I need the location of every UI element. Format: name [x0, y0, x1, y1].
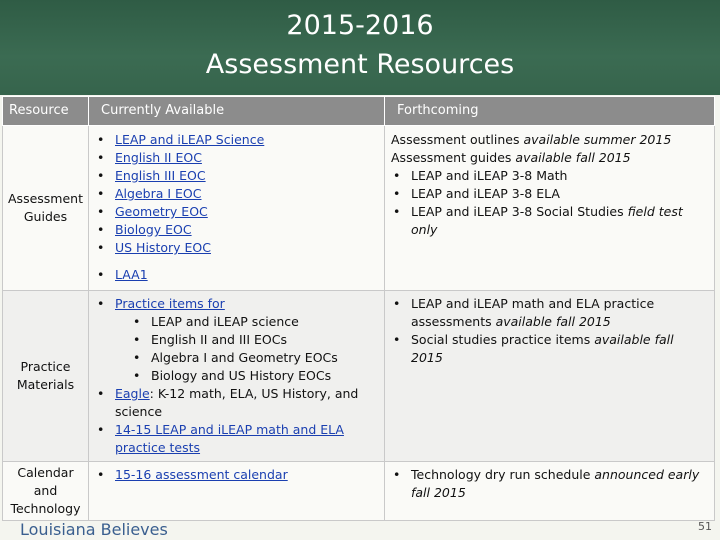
link-laa1-guide[interactable]: LAA1	[115, 267, 148, 282]
calendar-list	[95, 466, 378, 484]
list-item: • English II and III EOCs	[131, 331, 378, 349]
link-eagle[interactable]: Eagle	[115, 386, 150, 401]
title-line-year: 2015-2016	[286, 10, 434, 41]
list-item: • Social studies practice items available fall 2015	[391, 331, 708, 367]
list-item: • Technology dry run schedule announced early fall 2015	[391, 466, 708, 502]
header-resource: Resource	[3, 97, 89, 126]
list-item	[95, 466, 378, 484]
link-english-iii-guide[interactable]: English III EOC	[115, 168, 206, 183]
title-line-main: Assessment Resources	[205, 49, 515, 80]
table-row-calendar-technology	[3, 462, 715, 521]
forthcoming-guides-list	[391, 167, 708, 239]
list-item: • Eagle: K-12 math, ELA, US History, and science	[95, 385, 378, 421]
list-item	[95, 295, 378, 385]
list-item	[95, 131, 378, 149]
cell-practice-forthcoming	[385, 291, 715, 462]
link-assessment-calendar[interactable]: 15-16 assessment calendar	[115, 467, 288, 482]
cell-practice-current	[89, 291, 385, 462]
link-geometry-guide[interactable]: Geometry EOC	[115, 204, 208, 219]
list-item: • Biology and US History EOCs	[131, 367, 378, 385]
header-currently-available: Currently Available	[89, 97, 385, 126]
forthcoming-outlines: Assessment outlines available summer 2015	[391, 132, 672, 147]
row-label-assessment-guides: Assessment Guides	[3, 126, 89, 291]
list-item: • LEAP and iLEAP 3-8 ELA	[391, 185, 708, 203]
cell-calendar-forthcoming	[385, 462, 715, 521]
list-item	[95, 203, 378, 221]
list-item	[95, 239, 378, 257]
link-biology-guide[interactable]: Biology EOC	[115, 222, 192, 237]
resources-table	[2, 96, 715, 521]
louisiana-believes-logo: Louisiana Believes	[20, 520, 168, 539]
page-number: 51	[698, 520, 712, 533]
list-item: • Algebra I and Geometry EOCs	[131, 349, 378, 367]
cell-guides-current	[89, 126, 385, 291]
page-title	[0, 6, 720, 84]
link-practice-tests[interactable]: 14-15 LEAP and iLEAP math and ELA practice tests	[115, 422, 344, 455]
forthcoming-guides: Assessment guides available fall 2015	[391, 150, 631, 165]
list-item	[95, 149, 378, 167]
row-label-calendar-technology: Calendar and Technology	[3, 462, 89, 521]
header-forthcoming: Forthcoming	[385, 97, 715, 126]
list-item	[95, 266, 378, 284]
cell-calendar-current	[89, 462, 385, 521]
link-us-history-guide[interactable]: US History EOC	[115, 240, 211, 255]
table-row-assessment-guides	[3, 126, 715, 291]
link-english-ii-guide[interactable]: English II EOC	[115, 150, 202, 165]
list-item: • LEAP and iLEAP 3-8 Social Studies field test only	[391, 203, 708, 239]
practice-sub-list	[131, 313, 378, 385]
list-item: • LEAP and iLEAP math and ELA practice assessments available fall 2015	[391, 295, 708, 331]
list-item: • LEAP and iLEAP science	[131, 313, 378, 331]
cell-guides-forthcoming	[385, 126, 715, 291]
practice-list	[95, 295, 378, 457]
list-item	[95, 221, 378, 239]
list-item: • LEAP and iLEAP 3-8 Math	[391, 167, 708, 185]
guides-list	[95, 131, 378, 284]
list-item	[95, 167, 378, 185]
header-banner	[0, 0, 720, 95]
list-item	[95, 185, 378, 203]
link-algebra-i-guide[interactable]: Algebra I EOC	[115, 186, 202, 201]
list-item	[95, 421, 378, 457]
forthcoming-calendar-list	[391, 466, 708, 502]
table-header-row	[3, 97, 715, 126]
link-leap-science-guide[interactable]: LEAP and iLEAP Science	[115, 132, 265, 147]
link-practice-items[interactable]: Practice items for	[115, 296, 225, 311]
forthcoming-practice-list	[391, 295, 708, 367]
row-label-practice-materials: Practice Materials	[3, 291, 89, 462]
table-row-practice-materials	[3, 291, 715, 462]
